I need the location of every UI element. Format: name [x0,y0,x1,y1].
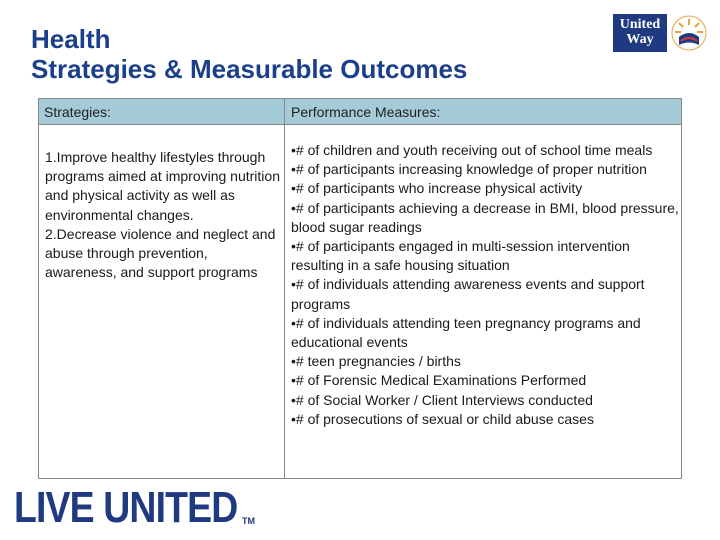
measure-item: •# of prosecutions of sexual or child abuse cases [291,410,594,427]
logo-line-2: Way [626,32,654,47]
measure-item: •# of Social Worker / Client Interviews conducted [291,391,593,408]
measure-item: •# of individuals attending teen pregnancy programs and educational events [291,314,641,351]
measures-cell [291,141,681,429]
measure-item: •# of children and youth receiving out of school time meals [291,142,653,158]
united-way-logo [613,14,705,52]
strategies-cell [45,148,281,282]
title-line-2: Strategies & Measurable Outcomes [31,54,468,84]
measure-item: •# of participants increasing knowledge of proper nutrition [291,161,647,178]
united-way-wordmark [613,14,667,52]
strategy-item: 1.Improve healthy lifestyles through programs aimed at improving nutrition and physical activity as well as environmental changes. [45,149,280,223]
united-way-emblem-icon [671,15,707,51]
slide-title [31,24,467,84]
logo-line-1: United [619,17,661,32]
title-line-1: Health [31,24,111,54]
live-united-logo [14,483,277,532]
measure-item: •# of participants who increase physical activity [291,180,583,197]
measure-item: •# of individuals attending awareness events and support programs [291,276,645,312]
header-strategies: Strategies: [44,104,111,120]
live-united-slogan: LIVE UNITED [14,483,238,532]
column-divider [284,99,285,478]
measure-item: •# of Forensic Medical Examinations Performed [291,372,587,389]
strategy-item: 2.Decrease violence and neglect and abuse through prevention, awareness, and support programs [45,225,276,281]
header-performance-measures: Performance Measures: [291,104,441,120]
measure-item: •# of participants achieving a decrease in BMI, blood pressure, blood sugar readings [291,199,679,235]
table-header-row [39,99,681,125]
measure-item: •# of participants engaged in multi-session intervention resulting in a safe housing situation [291,238,630,274]
measure-item: •# teen pregnancies / births [291,353,461,370]
strategies-table [38,98,682,479]
trademark-mark: TM [242,516,255,526]
